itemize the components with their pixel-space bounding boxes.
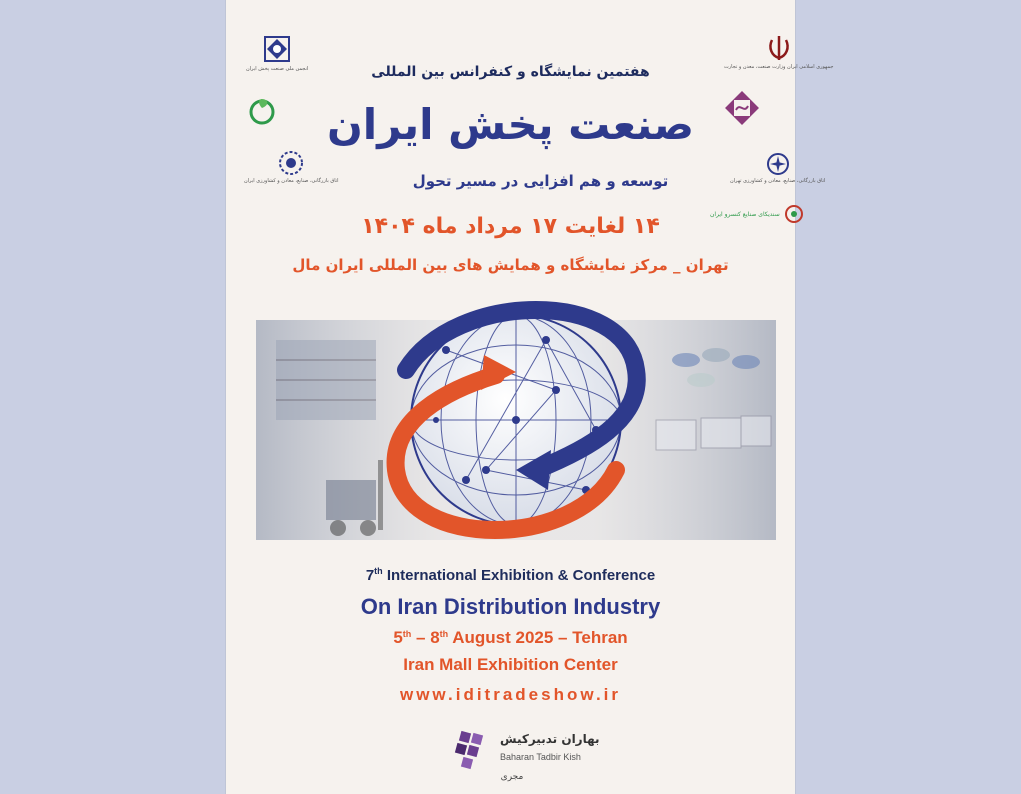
event-poster bbox=[226, 0, 834, 794]
event-date-fa: ۱۴ لغایت ۱۷ مرداد ماه ۱۴۰۴ bbox=[361, 214, 660, 239]
event-date-en: 5th – 8th August 2025 – Tehran bbox=[393, 628, 628, 647]
shelves-icon bbox=[276, 340, 376, 420]
logo-caption: اتاق بازرگانی، صنایع، معادن و کشاورزی ایران bbox=[244, 178, 339, 184]
event-title-fa: صنعت پخش ایران bbox=[326, 100, 695, 149]
globe-illustration bbox=[256, 300, 776, 560]
event-subtitle-en: 7th International Exhibition & Conference bbox=[365, 566, 656, 584]
organizer-name-fa: بهاران تدبیرکیش bbox=[500, 732, 600, 746]
organizer-name-en: Baharan Tadbir Kish bbox=[500, 752, 581, 762]
event-tagline-fa: توسعه و هم افزایی در مسیر تحول bbox=[412, 172, 669, 190]
event-venue-fa: تهران _ مرکز نمایشگاه و همایش های بین المللی ایران مال bbox=[292, 256, 729, 274]
event-venue-en: Iran Mall Exhibition Center bbox=[403, 655, 618, 674]
logo-caption: جمهوری اسلامی ایران وزارت صنعت، معدن و تجارت bbox=[724, 64, 834, 70]
iran-emblem-icon bbox=[766, 34, 792, 62]
logo-caption: اتاق بازرگانی، صنایع، معادن و کشاورزی تهران bbox=[730, 178, 826, 184]
trucks-icon bbox=[656, 416, 771, 450]
logo-caption: انجمن ملی صنعت پخش ایران bbox=[246, 66, 309, 72]
association-logo-icon bbox=[262, 34, 292, 64]
organizer-role: مجری bbox=[500, 772, 524, 782]
event-title-en: On Iran Distribution Industry bbox=[360, 594, 661, 619]
event-subtitle-fa: هفتمین نمایشگاه و کنفرانس بین المللی bbox=[371, 64, 650, 80]
logo-caption: سندیکای صنایع کنسرو ایران bbox=[710, 211, 780, 218]
event-website-link[interactable]: www.iditradeshow.ir bbox=[399, 685, 622, 704]
baharan-logo-icon bbox=[452, 730, 492, 770]
organizer-logo bbox=[442, 726, 600, 786]
